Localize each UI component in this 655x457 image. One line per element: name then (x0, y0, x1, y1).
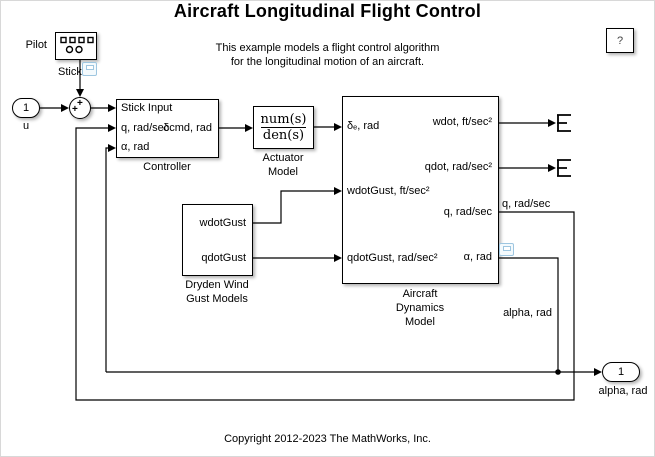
arrowhead-alpha-feedback (108, 144, 116, 152)
aircraft-port-de-input: δₑ, rad (347, 120, 380, 132)
aircraft-block-label-line1: Aircraft (402, 288, 438, 300)
subtitle-line-1: This example models a flight control algorithm (215, 42, 440, 54)
controller-port-q-input: q, rad/sec (121, 122, 170, 134)
dryden-block[interactable] (182, 204, 253, 276)
arrowhead-qdotgust (334, 254, 342, 262)
badge-screen-icon (86, 65, 94, 70)
aircraft-port-wdot-output: wdot, ft/sec² (432, 116, 492, 128)
stick-signal-label: Stick (58, 66, 82, 78)
pilot-block-label: Pilot (25, 39, 47, 51)
inport-u-block[interactable] (12, 98, 40, 118)
sum-block[interactable] (69, 97, 91, 119)
transfer-function-numerator: num(s) (260, 112, 307, 127)
copyright-text: Copyright 2012-2023 The MathWorks, Inc. (224, 433, 431, 445)
terminator-qdot-icon[interactable] (557, 160, 571, 176)
arrowhead-down-sum (76, 89, 84, 97)
terminator-wdot-icon[interactable] (557, 115, 571, 131)
alpha-wire-label: alpha, rad (503, 307, 552, 319)
aircraft-port-qdotgust-input: qdotGust, rad/sec² (347, 252, 438, 264)
aircraft-port-qdot-output: qdot, rad/sec² (424, 161, 492, 173)
arrowhead-qdot (548, 164, 556, 172)
alpha-logging-badge-icon[interactable] (499, 243, 514, 256)
stick-logging-badge-icon[interactable] (82, 62, 97, 76)
wire-wdotgust[interactable] (253, 191, 336, 223)
wires-layer (1, 1, 655, 457)
joystick-icon (56, 33, 96, 59)
actuator-block-label-line1: Actuator (262, 152, 304, 164)
sum-plus-left: + (72, 104, 78, 115)
sum-plus-top: + (77, 98, 83, 109)
inport-u-label: u (22, 120, 30, 132)
dryden-port-qdotgust-output: qdotGust (201, 252, 246, 264)
actuator-block-label-line2: Model (268, 166, 298, 178)
badge-screen-icon (503, 246, 511, 251)
pilot-block[interactable] (55, 32, 97, 60)
controller-port-alpha-input: α, rad (121, 141, 150, 153)
outport-alpha-number: 1 (617, 366, 625, 378)
aircraft-block-label-line3: Model (405, 316, 435, 328)
page-title: Aircraft Longitudinal Flight Control (173, 1, 482, 21)
inport-u-number: 1 (22, 102, 30, 114)
transfer-function-icon (253, 106, 314, 149)
arrowhead-wdot (548, 119, 556, 127)
arrowhead-actuator-aircraft (334, 123, 342, 131)
q-wire-label: q, rad/sec (502, 198, 551, 210)
aircraft-block-label-line2: Dynamics (395, 302, 445, 314)
controller-port-stick-input: Stick Input (121, 102, 173, 114)
arrowhead-wdotgust (334, 187, 342, 195)
junction-dot (555, 369, 561, 375)
help-block[interactable] (606, 28, 634, 53)
outport-alpha-label: alpha, rad (598, 385, 648, 397)
arrowhead-inport-sum (61, 104, 69, 112)
aircraft-port-wdotgust-input: wdotGust, ft/sec² (347, 185, 430, 197)
arrowhead-alpha-outport (594, 368, 602, 376)
subtitle-line-2: for the longitudinal motion of an aircraft. (230, 56, 425, 68)
outport-alpha-block[interactable] (602, 362, 640, 382)
arrowhead-sum-controller (108, 104, 116, 112)
aircraft-port-alpha-output: α, rad (463, 251, 492, 263)
wire-alpha-feedback[interactable] (106, 148, 110, 372)
dryden-block-label-line1: Dryden Wind (185, 279, 249, 291)
dryden-block-label-line2: Gust Models (186, 293, 248, 305)
question-mark-icon: ? (616, 34, 624, 47)
arrowhead-controller-actuator (245, 124, 253, 132)
aircraft-port-q-output: q, rad/sec (443, 206, 492, 218)
transfer-function-denominator: den(s) (262, 128, 305, 143)
controller-port-dcmd-output: δcmd, rad (163, 122, 212, 134)
dryden-port-wdotgust-output: wdotGust (199, 217, 246, 229)
arrowhead-q-feedback (108, 124, 116, 132)
controller-block-label: Controller (143, 161, 191, 173)
